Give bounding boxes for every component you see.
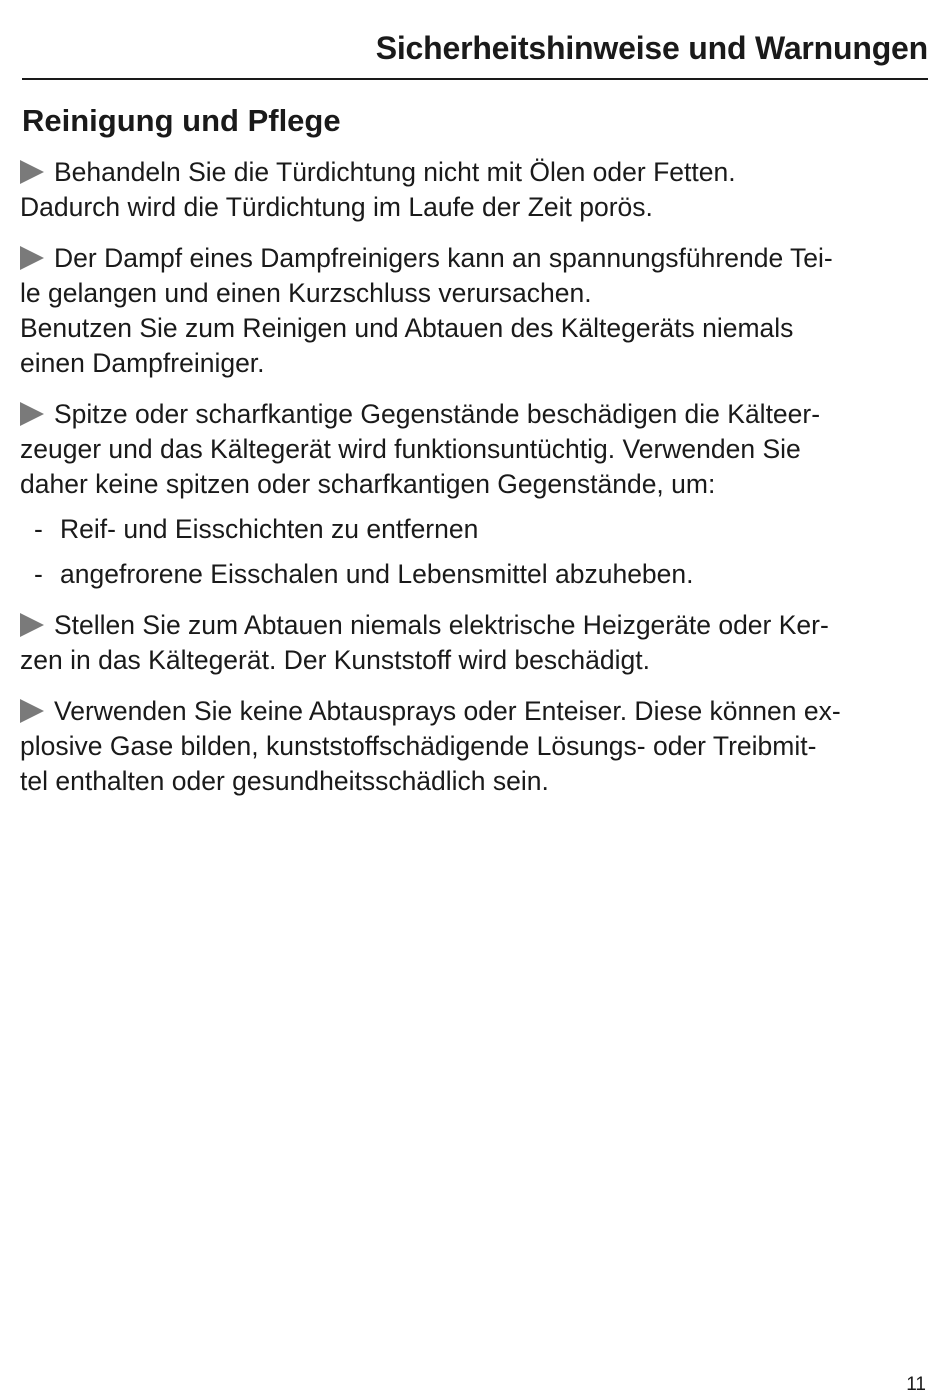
section-title: Reinigung und Pflege — [22, 103, 341, 138]
warning-text-line: einen Dampfreiniger. — [20, 348, 265, 378]
warning-text-line: tel enthalten oder gesundheitsschädlich sein. — [20, 766, 549, 796]
play-triangle-icon — [20, 699, 44, 723]
page-number: 11 — [906, 1374, 926, 1395]
warning-text-line: Benutzen Sie zum Reinigen und Abtauen des Kältegeräts niemals — [20, 313, 794, 343]
play-triangle-icon — [20, 246, 44, 270]
warning-paragraph — [20, 241, 930, 381]
warning-text-line: zen in das Kältegerät. Der Kunststoff wird beschädigt. — [20, 645, 650, 675]
warning-text-line: plosive Gase bilden, kunststoffschädigende Lösungs- oder Treibmit- — [20, 731, 817, 761]
list-dash-marker: - — [34, 559, 43, 589]
play-triangle-icon — [20, 613, 44, 637]
warning-text-line: zeuger und das Kältegerät wird funktionsuntüchtig. Verwenden Sie — [20, 434, 801, 464]
list-item-text: Reif- und Eisschichten zu entfernen — [60, 514, 479, 544]
warning-text-line: Stellen Sie zum Abtauen niemals elektrische Heizgeräte oder Ker- — [54, 610, 829, 640]
warning-paragraph — [20, 694, 930, 799]
dash-list — [20, 512, 930, 592]
play-triangle-icon — [20, 160, 44, 184]
list-item — [20, 512, 930, 547]
warning-text-line: Behandeln Sie die Türdichtung nicht mit Ölen oder Fetten. — [54, 157, 736, 187]
play-triangle-icon — [20, 402, 44, 426]
list-item — [20, 557, 930, 592]
warning-paragraph — [20, 608, 930, 678]
warning-text-line: Dadurch wird die Türdichtung im Laufe der Zeit porös. — [20, 192, 653, 222]
page-header-title: Sicherheitshinweise und Warnungen — [375, 30, 928, 66]
warning-text-line: le gelangen und einen Kurzschluss verursachen. — [20, 278, 592, 308]
list-dash-marker: - — [34, 514, 43, 544]
warning-paragraph — [20, 397, 930, 502]
warning-paragraph — [20, 155, 930, 225]
warning-text-line: Spitze oder scharfkantige Gegenstände beschädigen die Kälteer- — [54, 399, 821, 429]
warnings-content — [20, 155, 930, 815]
warning-text-line: Der Dampf eines Dampfreinigers kann an spannungsführende Tei- — [54, 243, 833, 273]
list-item-text: angefrorene Eisschalen und Lebensmittel abzuheben. — [60, 559, 694, 589]
warning-text-line: Verwenden Sie keine Abtausprays oder Enteiser. Diese können ex- — [54, 696, 841, 726]
page-header — [22, 0, 928, 80]
warning-text-line: daher keine spitzen oder scharfkantigen Gegenstände, um: — [20, 469, 716, 499]
